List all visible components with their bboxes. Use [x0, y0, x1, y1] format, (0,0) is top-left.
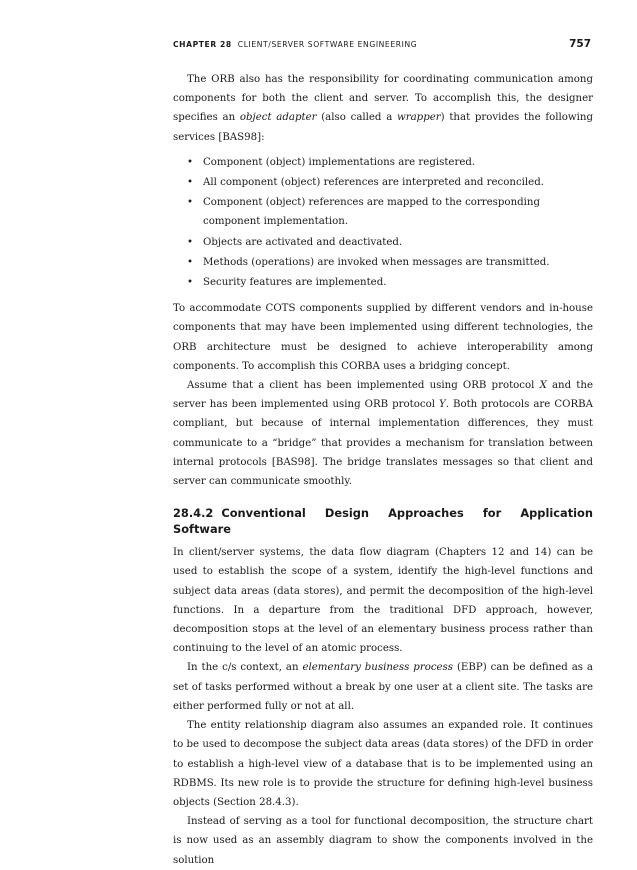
paragraph-structure-chart: Instead of serving as a tool for functional decomposition, the structure chart is now used as an assembly diagram to show the components involved in the solution [173, 816, 593, 866]
section-title: Conventional Design Approaches for Application Software [173, 506, 593, 537]
paragraph-bridge: Assume that a client has been implemented using ORB protocol X and the server has been implemented using ORB protocol Y. Both protocols are CORBA compliant, but because of internal implementation differences, they must communicate to a “bridge” that provides a mechanism for translation between internal protocols [BAS98]. The bridge translates messages so that client and server can communicate smoothly. [173, 380, 593, 488]
bullet-icon: • [187, 156, 194, 168]
paragraph-ebp: In the c/s context, an elementary business process (EBP) can be defined as a set of tasks performed without a break by one user at a client site. The tasks are either performed fully or not at all. [173, 662, 594, 712]
list-item: • Methods (operations) are invoked when messages are transmitted. [173, 253, 593, 272]
term-ebp: elementary business process [302, 662, 454, 674]
list-item: • Component (object) references are mapped to the corresponding component implementation. [173, 193, 593, 231]
section-number: 28.4.2 [173, 506, 214, 521]
list-item: • Security features are implemented. [173, 273, 593, 292]
list-item: • Component (object) implementations are registered. [173, 153, 593, 172]
bullet-icon: • [187, 197, 194, 209]
bullet-icon: • [187, 256, 194, 268]
page-number: 757 [569, 38, 591, 50]
bullet-icon: • [187, 277, 194, 289]
paragraph-orb-responsibility: The ORB also has the responsibility for coordinating communication among components for both the client and server. To accomplish this, the designer specifies an object adapter (also called a wrapper) that provides the following services [BAS98]: [173, 74, 593, 143]
paragraph-dfd: In client/server systems, the data flow diagram (Chapters 12 and 14) can be used to establish the scope of a system, identify the high-level functions and subject data areas (data stores), and permit the decomposition of the high-level functions. In a departure from the traditional DFD approach, however, decomposition stops at the level of an elementary business process rather than continuing to the level of an atomic process. [173, 547, 593, 655]
chapter-label: CHAPTER 28 [173, 40, 232, 49]
section-heading [173, 505, 593, 537]
page-body [173, 70, 593, 870]
list-item: • Objects are activated and deactivated. [173, 233, 593, 252]
bullet-icon: • [187, 236, 194, 248]
chapter-title: CLIENT/SERVER SOFTWARE ENGINEERING [237, 40, 418, 49]
services-list [173, 153, 593, 292]
paragraph-cots: To accommodate COTS components supplied by different vendors and in-house components that may have been implemented using different technologies, the ORB architecture must be designed to achieve interoperability among components. To accomplish this CORBA uses a bridging concept. [173, 303, 593, 372]
list-item: • All component (object) references are interpreted and reconciled. [173, 173, 593, 192]
bullet-icon: • [187, 177, 194, 189]
term-wrapper: wrapper [397, 112, 441, 124]
term-object-adapter: object adapter [239, 112, 317, 124]
running-header [173, 40, 593, 54]
paragraph-erd: The entity relationship diagram also assumes an expanded role. It continues to be used to decompose the subject data areas (data stores) of the DFD in order to establish a high-level view of a database that is to be implemented using an RDBMS. Its new role is to provide the structure for defining high-level business objects (Section 28.4.3). [173, 720, 593, 808]
